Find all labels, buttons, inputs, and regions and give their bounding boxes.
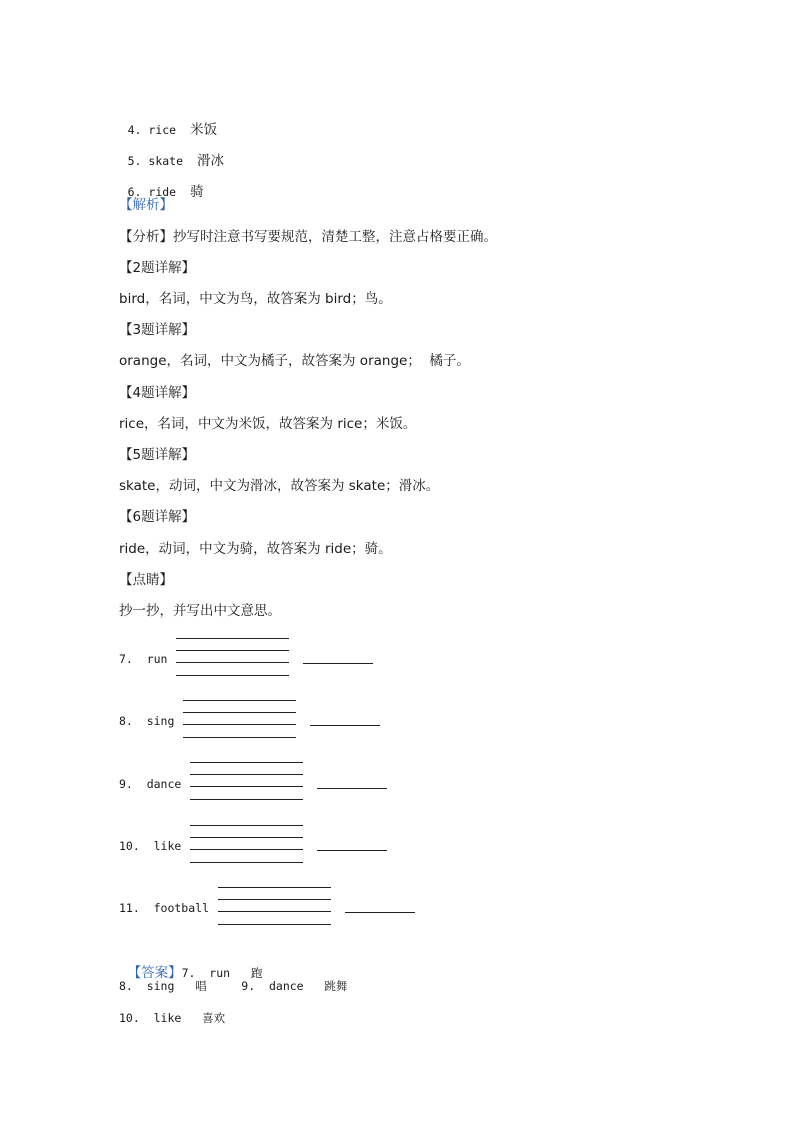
analysis-header: 【解析】 (119, 197, 173, 213)
exercise-10-label: 10. like (119, 839, 182, 853)
detail-text-3: orange，名词，中文为橘子，故答案为 orange； 橘子。 (119, 353, 470, 369)
exercise-9-answer-blank[interactable] (317, 788, 387, 789)
answer-line-2: 8. sing 唱 9. dance 跳舞 (119, 979, 348, 993)
exercise-11-label: 11. football (119, 901, 210, 915)
exercise-8-writing-lines[interactable] (183, 700, 296, 738)
analysis-intro: 【分析】抄写时注意书写要规范，清楚工整，注意占格要正确。 (119, 229, 497, 245)
exercise-8-answer-blank[interactable] (310, 725, 380, 726)
detail-text-4: rice，名词，中文为米饭，故答案为 rice；米饭。 (119, 416, 417, 432)
detail-text-6: ride，动词，中文为骑，故答案为 ride；骑。 (119, 541, 392, 557)
detail-header-2: 【2题详解】 (119, 260, 196, 276)
exercise-9-writing-lines[interactable] (190, 762, 303, 800)
exercise-10-writing-lines[interactable] (190, 825, 303, 863)
detail-header-3: 【3题详解】 (119, 322, 196, 338)
exercise-10-answer-blank[interactable] (317, 850, 387, 851)
exercise-9-label: 9. dance (119, 777, 182, 791)
item-4-label: 4. rice (127, 123, 177, 137)
detail-text-2: bird，名词，中文为鸟，故答案为 bird；鸟。 (119, 291, 392, 307)
item-5-label: 5. skate (127, 154, 184, 168)
exercise-11-answer-blank[interactable] (345, 912, 415, 913)
detail-header-5: 【5题详解】 (119, 447, 196, 463)
item-5-meaning: 滑冰 (197, 153, 225, 169)
exercise-8-label: 8. sing (119, 714, 175, 728)
item-4-meaning: 米饭 (190, 122, 218, 138)
item-6-meaning: 骑 (190, 184, 204, 200)
instruction: 抄一抄，并写出中文意思。 (119, 603, 281, 619)
detail-header-6: 【6题详解】 (119, 509, 196, 525)
item-6-label: 6. ride (127, 185, 177, 199)
answer-line-3: 10. like 喜欢 (119, 1011, 226, 1025)
detail-header-4: 【4题详解】 (119, 385, 196, 401)
exercise-7-answer-blank[interactable] (303, 663, 373, 664)
exercise-7-label: 7. run (119, 652, 168, 666)
detail-text-5: skate，动词，中文为滑冰，故答案为 skate；滑冰。 (119, 478, 440, 494)
exercise-7-writing-lines[interactable] (176, 638, 289, 676)
answer-7: 7. run 跑 (181, 966, 263, 980)
answer-header: 【答案】 (127, 965, 182, 981)
dianjing-header: 【点睛】 (119, 572, 173, 588)
exercise-11-writing-lines[interactable] (218, 887, 331, 925)
